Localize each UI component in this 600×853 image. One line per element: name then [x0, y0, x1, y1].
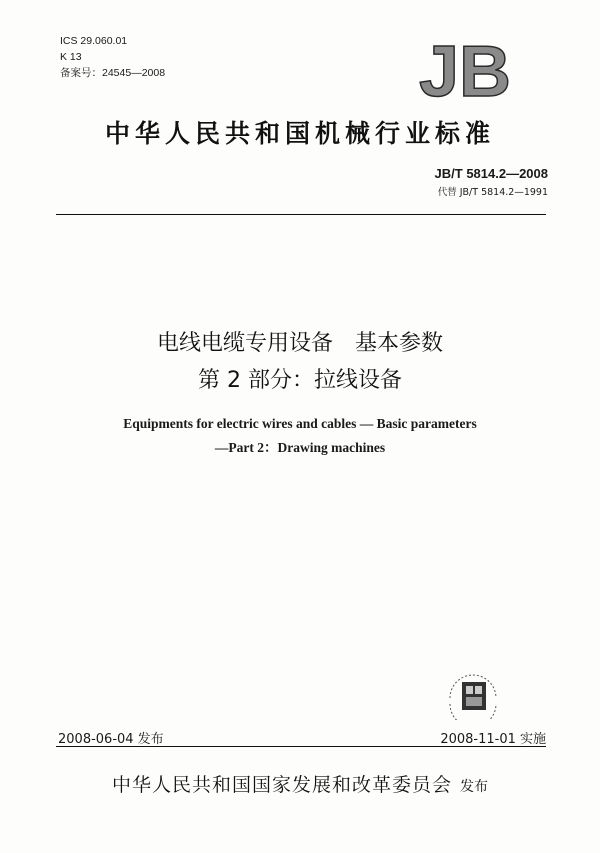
- ics-code: ICS 29.060.01: [60, 35, 128, 47]
- implementation-date: 2008-11-01 实施: [440, 732, 546, 747]
- title-chinese-line-1: 电线电缆专用设备 基本参数: [156, 331, 443, 356]
- svg-text:JB: JB: [418, 36, 512, 104]
- publisher-seal-icon: [442, 664, 504, 720]
- classification-code: K 13: [60, 51, 82, 63]
- title-chinese-line-2: 第 2 部分：拉线设备: [198, 368, 402, 393]
- standard-number: JB/T 5814.2—2008: [434, 166, 548, 181]
- replaces-standard: 代替 JB/T 5814.2—1991: [437, 187, 548, 198]
- publisher-suffix: 发布: [460, 779, 488, 795]
- record-number: 备案号：24545—2008: [60, 67, 166, 79]
- footer-divider: [56, 746, 546, 747]
- jb-logo: [407, 36, 523, 104]
- title-english-line-1: Equipments for electric wires and cables — Basic parameters: [123, 416, 477, 431]
- issuing-industry-title: 中华人民共和国机械行业标准: [104, 119, 495, 148]
- publisher-name: 中华人民共和国国家发展和改革委员会: [111, 774, 452, 796]
- publish-date: 2008-06-04 发布: [58, 732, 164, 747]
- publisher-line: [0, 770, 600, 797]
- title-english-line-2: —Part 2：Drawing machines: [214, 440, 386, 455]
- header-divider: [56, 214, 546, 215]
